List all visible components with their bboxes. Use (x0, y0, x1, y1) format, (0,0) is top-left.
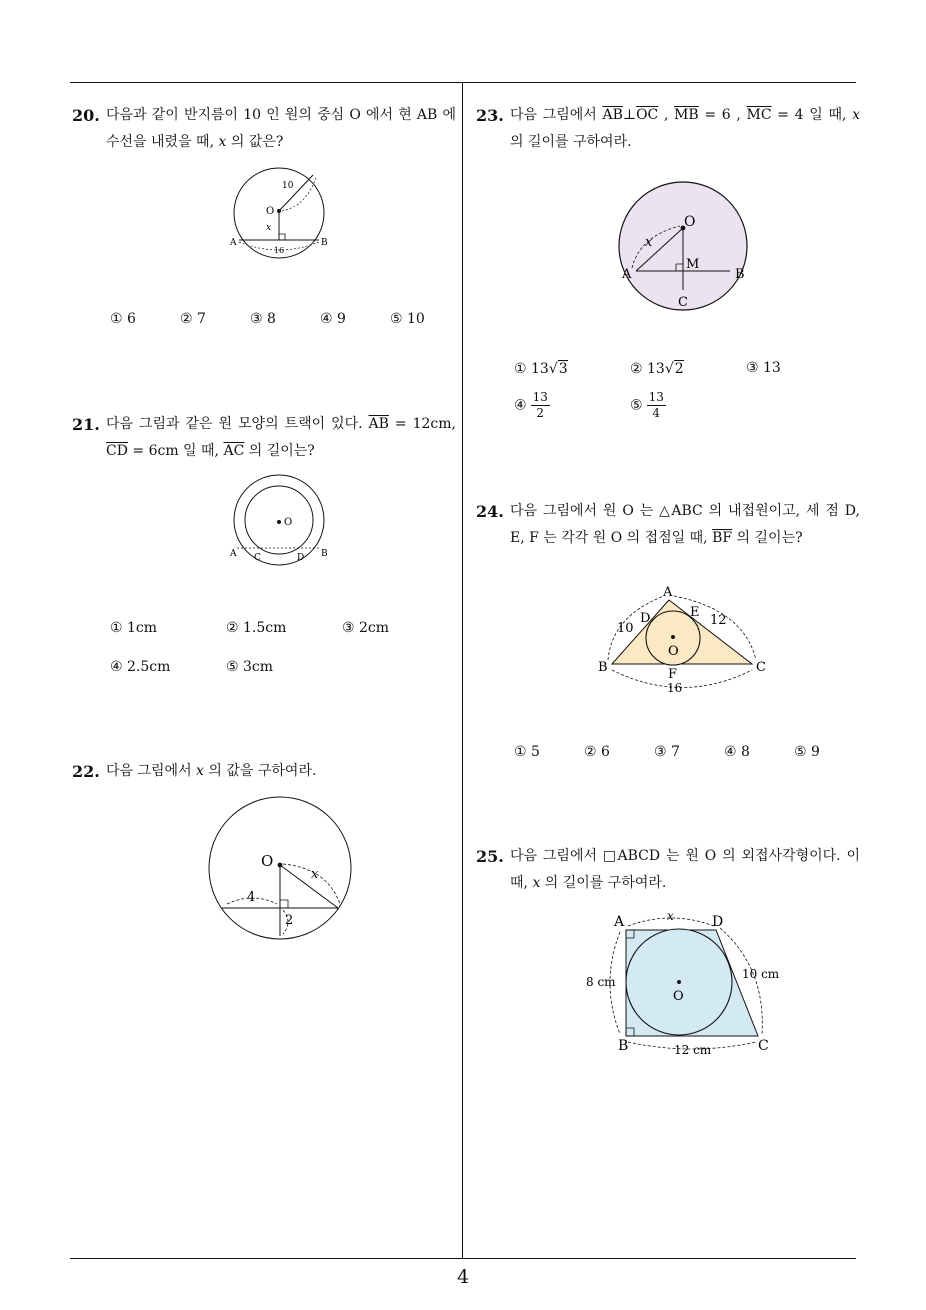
column-divider (462, 82, 463, 1258)
problem-24 (476, 498, 860, 552)
center-point (671, 635, 675, 639)
label-2: 2 (285, 913, 294, 928)
label-b: B (321, 238, 328, 248)
choice-1[interactable]: ① 5 (514, 744, 540, 760)
problem-number: 22. (72, 762, 100, 781)
label-12cm: 12 cm (674, 1043, 712, 1057)
right-angle-mark (279, 234, 285, 240)
radius-line (280, 865, 338, 908)
figure-24 (594, 580, 774, 698)
problem-21 (72, 411, 456, 465)
choice-2[interactable]: ② 6 (584, 744, 610, 760)
label-4: 4 (247, 890, 256, 905)
label-10cm: 10 cm (742, 967, 780, 981)
label-a: A (663, 585, 673, 600)
label-o: O (261, 852, 274, 870)
problem-stem: 다음 그림에서 x 의 값을 구하여라. (106, 763, 317, 779)
label-x: x (266, 223, 272, 233)
label-x: x (645, 235, 653, 250)
label-12: 12 (710, 613, 727, 628)
choice-1[interactable]: ① 13√3 (514, 361, 568, 377)
choice-2[interactable]: ② 1.5cm (226, 620, 287, 636)
label-a: A (230, 549, 237, 559)
figure-25 (584, 908, 788, 1058)
top-rule (70, 82, 856, 83)
label-o: O (684, 214, 696, 230)
label-a: A (622, 267, 632, 282)
label-10: 10 (282, 181, 294, 191)
problem-number: 24. (476, 502, 504, 521)
choice-4[interactable]: ④ $\frac{13}{2}$ (514, 390, 548, 420)
problem-stem: 다음 그림에서 □ABCD 는 원 O 의 외접사각형이다. 이 때, x 의 길이를 구하여라. (510, 848, 860, 891)
label-b: B (618, 1038, 629, 1054)
choice-1[interactable]: ① 6 (110, 311, 136, 327)
center-point (277, 520, 281, 524)
figure-22 (205, 796, 355, 942)
label-16: 16 (667, 681, 683, 695)
problem-stem: 다음 그림과 같은 원 모양의 트랙이 있다. $\overline{AB} = 12cm$, $\overline{CD} = 6cm$ 일 때, $\overline{AC}$ 의 길이는? (106, 416, 456, 459)
label-16: 16 (274, 246, 285, 255)
center-point (677, 980, 681, 984)
label-o: O (673, 989, 684, 1004)
choice-3[interactable]: ③ 2cm (342, 620, 390, 636)
label-b: B (321, 549, 328, 559)
figure-21 (224, 474, 334, 566)
right-angle-mark (280, 900, 288, 908)
choice-3[interactable]: ③ 7 (654, 744, 680, 760)
choice-4[interactable]: ④ 8 (724, 744, 750, 760)
label-e: E (690, 605, 700, 620)
problem-number: 25. (476, 847, 504, 866)
label-o: O (668, 644, 679, 659)
choice-4[interactable]: ④ 9 (320, 311, 346, 327)
page-number: 4 (456, 1266, 470, 1288)
choice-5[interactable]: ⑤ 10 (390, 311, 425, 327)
label-c: C (254, 553, 261, 563)
label-a: A (614, 914, 625, 930)
label-f: F (668, 667, 678, 682)
label-d: D (712, 914, 724, 930)
label-c: C (756, 660, 766, 675)
problem-23 (476, 102, 860, 156)
choice-1[interactable]: ① 1cm (110, 620, 158, 636)
label-a: A (230, 238, 237, 248)
label-8cm: 8 cm (586, 975, 616, 989)
label-c: C (758, 1038, 769, 1054)
problem-stem: 다음 그림에서 원 O 는 △ABC 의 내접원이고, 세 점 D, E, F 는 각각 원 O 의 접점일 때, $\overline{BF}$ 의 길이는? (510, 503, 860, 546)
label-d: D (640, 611, 651, 626)
choice-5[interactable]: ⑤ 9 (794, 744, 820, 760)
bottom-rule (70, 1258, 856, 1259)
label-b: B (735, 267, 745, 282)
center-point (278, 863, 283, 868)
label-m: M (686, 257, 700, 272)
problem-25 (476, 843, 860, 897)
label-x: x (667, 909, 674, 923)
problem-22 (72, 758, 456, 785)
figure-23 (612, 180, 762, 314)
label-10: 10 (617, 621, 634, 636)
choice-5[interactable]: ⑤ $\frac{13}{4}$ (630, 390, 664, 420)
center-point (277, 209, 281, 213)
label-o: O (284, 517, 293, 528)
problem-number: 23. (476, 106, 504, 125)
choice-2[interactable]: ② 7 (180, 311, 206, 327)
problem-stem: 다음 그림에서 $\overline{AB}\perp\overline{OC}$ , $\overline{MB} = 6$ , $\overline{MC} = 4$ 일 때, x 의 길이를 구하여라. (510, 107, 861, 150)
label-b: B (598, 660, 608, 675)
choice-3[interactable]: ③ 8 (250, 311, 276, 327)
choice-2[interactable]: ② 13√2 (630, 361, 684, 377)
problem-stem: 다음과 같이 반지름이 10 인 원의 중심 O 에서 현 AB 에 수선을 내렸을 때, x 의 값은? (106, 107, 456, 150)
label-o: O (266, 206, 275, 217)
choice-4[interactable]: ④ 2.5cm (110, 659, 171, 675)
label-c: C (678, 295, 688, 310)
figure-20 (224, 166, 334, 264)
choice-5[interactable]: ⑤ 3cm (226, 659, 274, 675)
label-x: x (311, 867, 319, 882)
label-d: D (297, 553, 305, 563)
problem-20 (72, 102, 456, 156)
problem-number: 20. (72, 106, 100, 125)
choice-3[interactable]: ③ 13 (746, 360, 781, 376)
problem-number: 21. (72, 415, 100, 434)
